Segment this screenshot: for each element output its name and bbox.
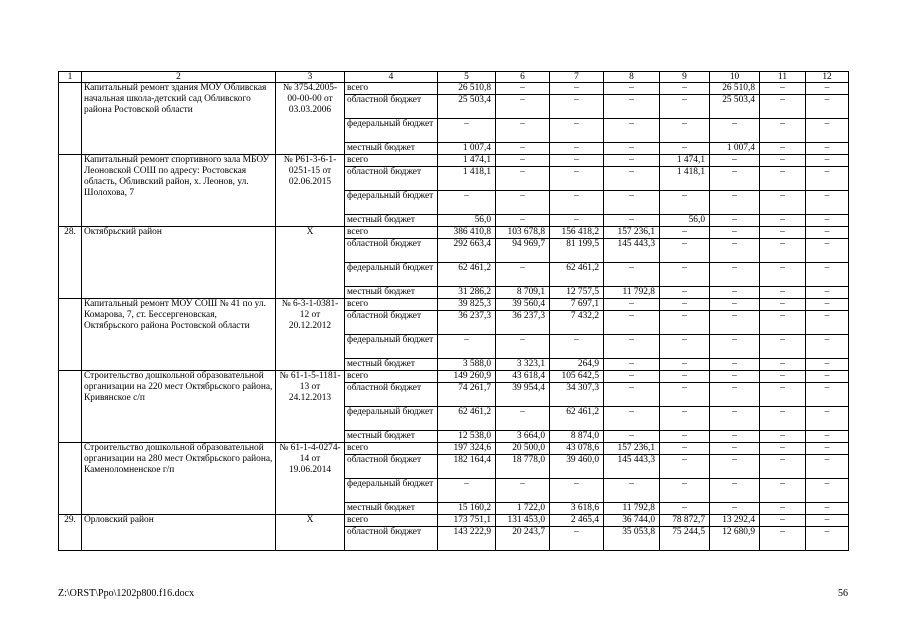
amount-cell: 292 663,4 (438, 239, 496, 263)
amount-cell: 39 825,3 (438, 299, 496, 311)
amount-cell: – (660, 119, 710, 143)
amount-cell: 12 757,5 (550, 287, 604, 299)
amount-cell: – (760, 227, 806, 239)
amount-cell: – (604, 83, 660, 95)
amount-cell: 7 432,2 (550, 311, 604, 335)
row-number-cell (59, 371, 82, 443)
amount-cell: – (660, 335, 710, 359)
amount-cell: 62 461,2 (550, 263, 604, 287)
amount-cell: 197 324,6 (438, 443, 496, 455)
amount-cell: 26 510,8 (438, 83, 496, 95)
amount-cell: 39 460,0 (550, 455, 604, 479)
amount-cell: 8 709,1 (496, 287, 550, 299)
amount-cell: – (660, 359, 710, 371)
amount-cell: – (710, 119, 760, 143)
amount-cell: – (806, 443, 849, 455)
amount-cell: 1 474,1 (660, 155, 710, 167)
amount-cell: – (760, 287, 806, 299)
amount-cell: – (550, 215, 604, 227)
funding-source-cell: местный бюджет (345, 431, 438, 443)
funding-source-cell: всего (345, 371, 438, 383)
amount-cell: – (806, 407, 849, 431)
amount-cell: – (806, 227, 849, 239)
amount-cell: – (760, 155, 806, 167)
funding-source-cell: областной бюджет (345, 95, 438, 119)
amount-cell: – (604, 155, 660, 167)
amount-cell: – (806, 95, 849, 119)
amount-cell: 386 410,8 (438, 227, 496, 239)
amount-cell: – (660, 191, 710, 215)
column-number-cell: 8 (604, 72, 660, 83)
amount-cell: – (806, 371, 849, 383)
document-number-cell: № Р61-3-6-1-0251-15 от 02.06.2015 (276, 155, 345, 227)
row-number-cell (59, 83, 82, 155)
amount-cell: – (496, 167, 550, 191)
object-name-cell: Капитальный ремонт МОУ СОШ № 41 по ул. Комарова, 7, ст. Бессергеновская, Октябрьского района Ростовской области (82, 299, 276, 371)
amount-cell: – (806, 503, 849, 515)
amount-cell: – (760, 143, 806, 155)
amount-cell: 3 618,6 (550, 503, 604, 515)
amount-cell: 1 418,1 (438, 167, 496, 191)
funding-source-cell: областной бюджет (345, 383, 438, 407)
funding-source-cell: местный бюджет (345, 287, 438, 299)
amount-cell: 26 510,8 (710, 83, 760, 95)
amount-cell: – (604, 383, 660, 407)
funding-source-cell: местный бюджет (345, 503, 438, 515)
document-number-cell: № 6-3-1-0381-12 от 20.12.2012 (276, 299, 345, 371)
amount-cell: 145 443,3 (604, 455, 660, 479)
amount-cell: 20 243,7 (496, 527, 550, 551)
amount-cell: – (550, 167, 604, 191)
amount-cell: – (660, 311, 710, 335)
amount-cell: – (760, 239, 806, 263)
amount-cell: – (760, 407, 806, 431)
amount-cell: – (806, 119, 849, 143)
amount-cell: – (496, 83, 550, 95)
amount-cell: – (550, 191, 604, 215)
amount-cell: – (550, 119, 604, 143)
amount-cell: – (806, 527, 849, 551)
funding-source-cell: всего (345, 299, 438, 311)
funding-source-cell: всего (345, 83, 438, 95)
amount-cell: 143 222,9 (438, 527, 496, 551)
amount-cell: 2 465,4 (550, 515, 604, 527)
amount-cell: – (760, 371, 806, 383)
amount-cell: – (760, 479, 806, 503)
amount-cell: – (710, 335, 760, 359)
amount-cell: – (760, 263, 806, 287)
column-number-cell: 4 (345, 72, 438, 83)
amount-cell: – (760, 311, 806, 335)
amount-cell: – (806, 455, 849, 479)
amount-cell: – (806, 311, 849, 335)
amount-cell: – (604, 95, 660, 119)
column-number-cell: 12 (806, 72, 849, 83)
funding-source-cell: местный бюджет (345, 359, 438, 371)
funding-source-cell: всего (345, 515, 438, 527)
funding-source-cell: местный бюджет (345, 215, 438, 227)
document-number-cell: № 61-1-4-0274-14 от 19.06.2014 (276, 443, 345, 515)
amount-cell: – (710, 239, 760, 263)
budget-table (58, 71, 849, 551)
amount-cell: 31 286,2 (438, 287, 496, 299)
amount-cell: 157 236,1 (604, 443, 660, 455)
amount-cell: – (438, 119, 496, 143)
amount-cell: – (660, 407, 710, 431)
row-number-cell: 28. (59, 227, 82, 299)
amount-cell: – (550, 155, 604, 167)
amount-cell: 81 199,5 (550, 239, 604, 263)
amount-cell: – (760, 455, 806, 479)
amount-cell: – (604, 407, 660, 431)
amount-cell: – (604, 299, 660, 311)
document-number-cell: Х (276, 227, 345, 299)
amount-cell: – (806, 431, 849, 443)
amount-cell: 36 237,3 (496, 311, 550, 335)
amount-cell: – (660, 479, 710, 503)
amount-cell: 1 418,1 (660, 167, 710, 191)
column-number-cell: 10 (710, 72, 760, 83)
amount-cell: – (604, 431, 660, 443)
amount-cell: – (660, 503, 710, 515)
amount-cell: – (760, 215, 806, 227)
amount-cell: – (604, 479, 660, 503)
amount-cell: – (660, 371, 710, 383)
row-number-cell (59, 299, 82, 371)
amount-cell: – (496, 143, 550, 155)
amount-cell: 131 453,0 (496, 515, 550, 527)
amount-cell: – (806, 287, 849, 299)
amount-cell: 1 007,4 (710, 143, 760, 155)
funding-source-cell: местный бюджет (345, 143, 438, 155)
funding-source-cell: областной бюджет (345, 311, 438, 335)
amount-cell: – (710, 443, 760, 455)
amount-cell: 1 474,1 (438, 155, 496, 167)
amount-cell: – (710, 311, 760, 335)
funding-source-cell: федеральный бюджет (345, 335, 438, 359)
amount-cell: 18 778,0 (496, 455, 550, 479)
amount-cell: 15 160,2 (438, 503, 496, 515)
column-number-cell: 6 (496, 72, 550, 83)
object-name-cell: Капитальный ремонт спортивного зала МБОУ Леоновской СОШ по адресу: Ростовская область, Обливский район, х. Леонов, ул. Шолохова, 7 (82, 155, 276, 227)
amount-cell: 3 323,1 (496, 359, 550, 371)
amount-cell: – (660, 383, 710, 407)
row-number-cell (59, 443, 82, 515)
amount-cell: 149 260,9 (438, 371, 496, 383)
amount-cell: 156 418,2 (550, 227, 604, 239)
funding-source-cell: областной бюджет (345, 455, 438, 479)
table-row (59, 155, 849, 167)
amount-cell: – (760, 515, 806, 527)
amount-cell: – (760, 527, 806, 551)
amount-cell: – (760, 83, 806, 95)
amount-cell: 78 872,7 (660, 515, 710, 527)
amount-cell: 173 751,1 (438, 515, 496, 527)
table-row (59, 515, 849, 527)
row-number-cell: 29. (59, 515, 82, 551)
funding-source-cell: областной бюджет (345, 527, 438, 551)
amount-cell: – (806, 383, 849, 407)
amount-cell: – (710, 299, 760, 311)
amount-cell: – (660, 227, 710, 239)
amount-cell: – (438, 335, 496, 359)
amount-cell: 56,0 (660, 215, 710, 227)
column-number-cell: 1 (59, 72, 82, 83)
amount-cell: – (660, 263, 710, 287)
amount-cell: – (660, 143, 710, 155)
amount-cell: – (710, 407, 760, 431)
amount-cell: – (496, 215, 550, 227)
amount-cell: 264,9 (550, 359, 604, 371)
amount-cell: – (604, 143, 660, 155)
amount-cell: – (550, 527, 604, 551)
amount-cell: – (760, 167, 806, 191)
funding-source-cell: федеральный бюджет (345, 479, 438, 503)
amount-cell: – (806, 515, 849, 527)
amount-cell: – (710, 263, 760, 287)
amount-cell: – (496, 119, 550, 143)
funding-source-cell: всего (345, 155, 438, 167)
amount-cell: – (806, 83, 849, 95)
amount-cell: – (806, 359, 849, 371)
amount-cell: – (604, 359, 660, 371)
amount-cell: 62 461,2 (438, 407, 496, 431)
amount-cell: – (760, 443, 806, 455)
amount-cell: 11 792,8 (604, 287, 660, 299)
amount-cell: – (760, 503, 806, 515)
amount-cell: – (760, 359, 806, 371)
amount-cell: – (660, 431, 710, 443)
amount-cell: – (710, 503, 760, 515)
amount-cell: 43 078,6 (550, 443, 604, 455)
amount-cell: – (710, 431, 760, 443)
amount-cell: – (760, 191, 806, 215)
amount-cell: – (806, 335, 849, 359)
amount-cell: 39 954,4 (496, 383, 550, 407)
amount-cell: 34 307,3 (550, 383, 604, 407)
amount-cell: – (710, 383, 760, 407)
column-number-cell: 11 (760, 72, 806, 83)
amount-cell: – (604, 191, 660, 215)
amount-cell: 3 664,0 (496, 431, 550, 443)
object-name-cell: Октябрьский район (82, 227, 276, 299)
document-number-cell: № 3754.2005-00-00-00 от 03.03.2006 (276, 83, 345, 155)
amount-cell: – (604, 335, 660, 359)
amount-cell: 25 503,4 (710, 95, 760, 119)
table-row (59, 83, 849, 95)
amount-cell: 25 503,4 (438, 95, 496, 119)
amount-cell: – (550, 335, 604, 359)
amount-cell: – (496, 191, 550, 215)
amount-cell: – (496, 335, 550, 359)
amount-cell: – (660, 455, 710, 479)
amount-cell: – (660, 443, 710, 455)
column-number-cell: 2 (82, 72, 276, 83)
amount-cell: – (760, 335, 806, 359)
amount-cell: – (806, 239, 849, 263)
amount-cell: – (806, 215, 849, 227)
amount-cell: 62 461,2 (438, 263, 496, 287)
amount-cell: – (710, 191, 760, 215)
funding-source-cell: федеральный бюджет (345, 407, 438, 431)
amount-cell: 36 237,3 (438, 311, 496, 335)
row-number-cell (59, 155, 82, 227)
amount-cell: – (438, 479, 496, 503)
table-row (59, 371, 849, 383)
amount-cell: 105 642,5 (550, 371, 604, 383)
object-name-cell: Строительство дошкольной образовательной организации на 220 мест Октябрьского района, Кривянское с/п (82, 371, 276, 443)
amount-cell: – (550, 83, 604, 95)
funding-source-cell: областной бюджет (345, 239, 438, 263)
amount-cell: – (760, 431, 806, 443)
column-number-cell: 7 (550, 72, 604, 83)
object-name-cell: Строительство дошкольной образовательной организации на 280 мест Октябрьского района, Каменоломненское г/п (82, 443, 276, 515)
amount-cell: – (604, 371, 660, 383)
amount-cell: 20 500,0 (496, 443, 550, 455)
amount-cell: – (496, 95, 550, 119)
amount-cell: – (604, 263, 660, 287)
amount-cell: 11 792,8 (604, 503, 660, 515)
amount-cell: – (710, 455, 760, 479)
funding-source-cell: федеральный бюджет (345, 191, 438, 215)
amount-cell: – (806, 191, 849, 215)
footer-page-number: 56 (838, 588, 848, 599)
amount-cell: 103 678,8 (496, 227, 550, 239)
amount-cell: 3 588,0 (438, 359, 496, 371)
footer-file-path: Z:\ORST\Ppo\1202p800.f16.docx (58, 588, 195, 599)
amount-cell: – (660, 95, 710, 119)
amount-cell: – (496, 263, 550, 287)
amount-cell: 157 236,1 (604, 227, 660, 239)
amount-cell: 1 722,0 (496, 503, 550, 515)
amount-cell: – (660, 83, 710, 95)
amount-cell: 8 874,0 (550, 431, 604, 443)
amount-cell: 75 244,5 (660, 527, 710, 551)
amount-cell: – (806, 479, 849, 503)
amount-cell: – (496, 479, 550, 503)
funding-source-cell: всего (345, 227, 438, 239)
object-name-cell: Капитальный ремонт здания МОУ Обливская начальная школа-детский сад Обливского района Ростовской области (82, 83, 276, 155)
amount-cell: – (604, 215, 660, 227)
object-name-cell: Орловский район (82, 515, 276, 551)
amount-cell: 182 164,4 (438, 455, 496, 479)
amount-cell: – (438, 191, 496, 215)
amount-cell: – (660, 287, 710, 299)
column-number-cell: 5 (438, 72, 496, 83)
amount-cell: – (710, 287, 760, 299)
amount-cell: – (496, 407, 550, 431)
amount-cell: 74 261,7 (438, 383, 496, 407)
amount-cell: 36 744,0 (604, 515, 660, 527)
amount-cell: – (760, 383, 806, 407)
amount-cell: – (604, 119, 660, 143)
amount-cell: – (660, 299, 710, 311)
amount-cell: – (496, 155, 550, 167)
amount-cell: 1 007,4 (438, 143, 496, 155)
amount-cell: 62 461,2 (550, 407, 604, 431)
amount-cell: 35 053,8 (604, 527, 660, 551)
funding-source-cell: областной бюджет (345, 167, 438, 191)
amount-cell: – (604, 167, 660, 191)
amount-cell: – (806, 143, 849, 155)
amount-cell: – (710, 155, 760, 167)
amount-cell: – (806, 155, 849, 167)
amount-cell: – (760, 95, 806, 119)
amount-cell: 7 697,1 (550, 299, 604, 311)
amount-cell: – (710, 479, 760, 503)
amount-cell: – (806, 263, 849, 287)
amount-cell: 12 538,0 (438, 431, 496, 443)
amount-cell: 12 680,9 (710, 527, 760, 551)
amount-cell: – (550, 95, 604, 119)
amount-cell: 39 560,4 (496, 299, 550, 311)
amount-cell: 13 292,4 (710, 515, 760, 527)
amount-cell: 43 618,4 (496, 371, 550, 383)
funding-source-cell: федеральный бюджет (345, 119, 438, 143)
amount-cell: – (760, 119, 806, 143)
amount-cell: 145 443,3 (604, 239, 660, 263)
table-row (59, 299, 849, 311)
table-row (59, 443, 849, 455)
amount-cell: – (710, 227, 760, 239)
amount-cell: – (710, 371, 760, 383)
amount-cell: – (806, 299, 849, 311)
column-number-cell: 3 (276, 72, 345, 83)
amount-cell: 56,0 (438, 215, 496, 227)
amount-cell: – (550, 479, 604, 503)
amount-cell: – (760, 299, 806, 311)
column-number-cell: 9 (660, 72, 710, 83)
amount-cell: – (806, 167, 849, 191)
amount-cell: – (660, 239, 710, 263)
amount-cell: – (710, 359, 760, 371)
amount-cell: 94 969,7 (496, 239, 550, 263)
funding-source-cell: федеральный бюджет (345, 263, 438, 287)
table-row (59, 227, 849, 239)
column-number-row (59, 72, 849, 83)
document-number-cell: Х (276, 515, 345, 551)
amount-cell: – (550, 143, 604, 155)
amount-cell: – (710, 215, 760, 227)
document-number-cell: № 61-1-5-1181-13 от 24.12.2013 (276, 371, 345, 443)
amount-cell: – (604, 311, 660, 335)
amount-cell: – (710, 167, 760, 191)
funding-source-cell: всего (345, 443, 438, 455)
